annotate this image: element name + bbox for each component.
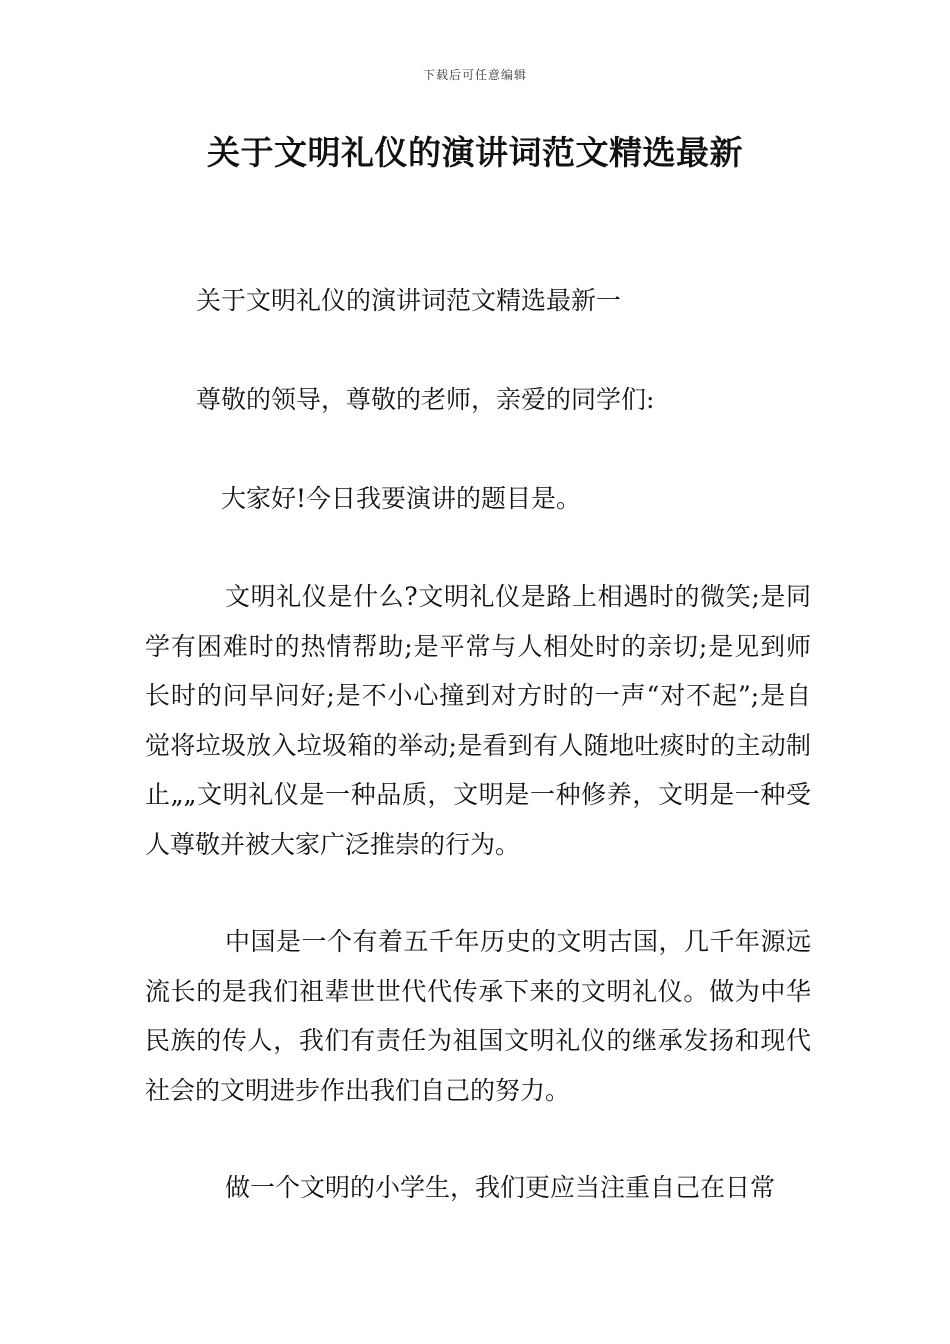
greeting: 大家好!今日我要演讲的题目是。 [221, 484, 582, 513]
paragraph: 文明礼仪是什么?文明礼仪是路上相遇时的微笑;是同学有困难时的热情帮助;是平常与人相处时的亲切;是见到师长时的问早问好;是不小心撞到对方时的一声“对不起”;是自觉将垃圾放入垃圾箱的举动;是看到有人随地吐痰时的主动制止„„文明礼仪是一种品质，文明是一种修养，文明是一种受人尊敬并被大家广泛推崇的行为。 [145, 582, 811, 859]
salutation: 尊敬的领导，尊敬的老师，亲爱的同学们: [196, 385, 655, 414]
document-subtitle: 关于文明礼仪的演讲词范文精选最新一 [196, 286, 622, 315]
paragraph: 中国是一个有着五千年历史的文明古国，几千年源远流长的是我们祖辈世世代代传承下来的文明礼仪。做为中华民族的传人，我们有责任为祖国文明礼仪的继承发扬和现代社会的文明进步作出我们自己的努力。 [145, 927, 811, 1105]
paragraph: 做一个文明的小学生，我们更应当注重自己在日常 [225, 1173, 776, 1202]
header-note: 下载后可任意编辑 [422, 68, 527, 82]
page-title: 关于文明礼仪的演讲词范文精选最新 [207, 133, 743, 172]
